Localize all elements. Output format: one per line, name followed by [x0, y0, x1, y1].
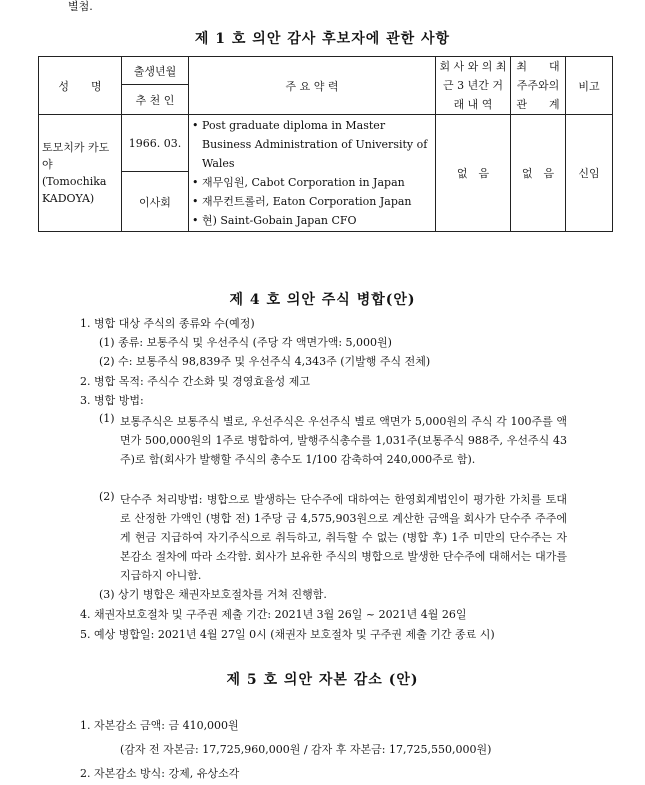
candidate-shareholder: 없 음 — [511, 115, 566, 232]
agenda4-item1-1: (1) 종류: 보통주식 및 우선주식 (주당 각 액면가액: 5,000원) — [99, 336, 392, 349]
candidate-table — [38, 56, 613, 232]
agenda4-item1-2: (2) 수: 보통주식 98,839주 및 우선주식 4,343주 (기발행 주식 전체) — [99, 355, 431, 368]
career-item: • 재무임원, Cabot Corporation in Japan — [192, 176, 405, 189]
candidate-birth: 1966. 03. — [122, 115, 189, 172]
candidate-remarks: 신임 — [566, 115, 613, 232]
header-transactions: 회 사 와 의 최근 3 년간 거 래 내 역 — [436, 57, 511, 115]
agenda5-item2: 2. 자본감소 방식: 강제, 유상소각 — [80, 767, 240, 780]
header-birth: 출생년월 — [122, 57, 189, 85]
header-name: 성 명 — [39, 57, 122, 115]
attachment-note: 별첨. — [68, 0, 93, 13]
agenda4-item5: 5. 예상 병합일: 2021년 4월 27일 0시 (채권자 보호절차 및 구주권 제출 기간 종료 시) — [80, 628, 495, 641]
header-shareholder: 최 대 주주와의 관 계 — [511, 57, 566, 115]
agenda4-item3-2-label: (2) — [99, 490, 115, 503]
header-remarks: 비고 — [566, 57, 613, 115]
candidate-transactions: 없 음 — [436, 115, 511, 232]
agenda4-item3-3: (3) 상기 병합은 채권자보호절차를 거쳐 진행함. — [99, 588, 327, 601]
agenda5-item1-note: (감자 전 자본금: 17,725,960,000원 / 감자 후 자본금: 17,725,550,000원) — [120, 743, 492, 756]
career-item: • Post graduate diploma in Master Business Administration of University of Wales — [192, 119, 428, 170]
agenda4-item1: 1. 병합 대상 주식의 종류와 수(예정) — [80, 317, 255, 330]
agenda4-item3-2: 단수주 처리방법: 병합으로 발생하는 단수주에 대하여는 한영회계법인이 평가한 가치를 토대로 산정한 가액인 (병합 전) 1주당 금 4,575,903원으로 계산한 금액을 회사가 단수주 주주에게 현금 지급하여 자기주식으로 취득하고, 취득할 수 없는 (병합 후) 1주 미만의 단수주는 자본감소 절차에 따라 소각함. 회사가 보유한 주식의 병합으로 발생한 단수주에 대해서는 대가를 지급하지 아니함. — [120, 493, 567, 582]
agenda1-title: 제 1 호 의안 감사 후보자에 관한 사항 — [194, 31, 451, 47]
career-item: • 재무컨트롤러, Eaton Corporation Japan — [192, 195, 412, 208]
agenda4-item4: 4. 채권자보호절차 및 구주권 제출 기간: 2021년 3월 26일 ~ 2021년 4월 26일 — [80, 608, 467, 621]
agenda5-item1: 1. 자본감소 금액: 금 410,000원 — [80, 719, 239, 732]
agenda5-title: 제 5 호 의안 자본 감소 (안) — [226, 672, 419, 688]
candidate-name: 토모치카 카도야 (Tomochika KADOYA) — [39, 115, 122, 232]
agenda4-item3-1-label: (1) — [99, 412, 115, 425]
agenda4-item3: 3. 병합 방법: — [80, 394, 144, 407]
agenda4-item3-1: 보통주식은 보통주식 별로, 우선주식은 우선주식 별로 액면가 5,000원의 주식 각 100주를 액면가 500,000원의 1주로 병합하여, 발행주식총수를 1,031주(보통주식 988주, 우선주식 43주)로 함(회사가 발행할 주식의 총수도 1/100 감축하여 240,000주로 함). — [120, 415, 567, 466]
career-item: • 현) Saint-Gobain Japan CFO — [192, 214, 357, 227]
header-career: 주 요 약 력 — [189, 57, 436, 115]
candidate-career — [189, 115, 436, 232]
candidate-recommender: 이사회 — [122, 172, 189, 232]
agenda4-title: 제 4 호 의안 주식 병합(안) — [229, 292, 416, 308]
header-recommender: 추 천 인 — [122, 85, 189, 115]
agenda4-item2: 2. 병합 목적: 주식수 간소화 및 경영효율성 제고 — [80, 375, 310, 388]
